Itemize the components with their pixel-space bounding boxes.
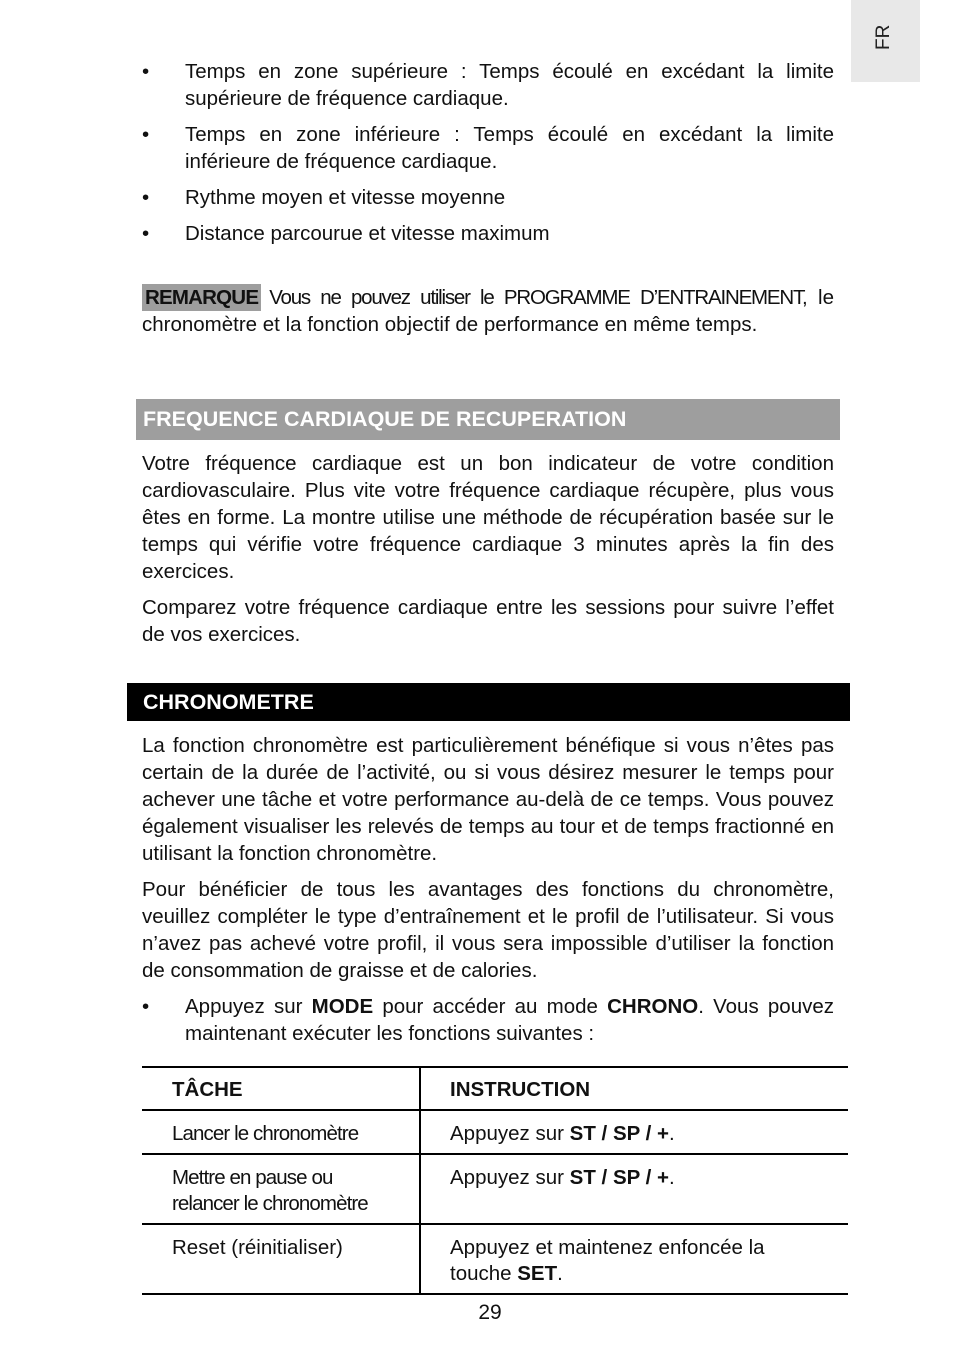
- table-header-row: [142, 1067, 848, 1110]
- text: pour accéder au mode: [373, 995, 608, 1018]
- list-item: • Rythme moyen et vitesse moyenne: [142, 184, 834, 211]
- text: Appuyez et maintenez enfoncée la touche: [450, 1236, 765, 1285]
- task-instruction-table: [142, 1066, 848, 1295]
- task-cell: Lancer le chronomètre: [142, 1110, 420, 1154]
- key-label: SET: [517, 1262, 558, 1285]
- text: .: [668, 1166, 675, 1189]
- text: Appuyez sur: [450, 1122, 570, 1145]
- key-label: ST / SP / +: [569, 1122, 669, 1145]
- mode-chrono: CHRONO: [607, 995, 699, 1018]
- text: .: [557, 1262, 563, 1285]
- table-row: [142, 1224, 848, 1294]
- paragraph: Pour bénéficier de tous les avantages des fonctions du chronomètre, veuillez compléter le type d’entraînement et le profil de l’utilisateur. Si vous n’avez pas achevé votre profil, il vous sera impossible d’utiliser la fonction de consommation de graisse et de calories.: [142, 878, 834, 982]
- column-header-task: TÂCHE: [142, 1067, 420, 1110]
- language-label: FR: [873, 24, 894, 50]
- chrono-section-body: [142, 732, 834, 1056]
- remark-note: [142, 284, 834, 338]
- section-heading-chrono: CHRONOMETRE: [127, 683, 850, 721]
- paragraph: Votre fréquence cardiaque est un bon indicateur de votre condition cardiovasculaire. Plus vite votre fréquence cardiaque récupère, plus vous êtes en forme. La montre utilise une méthode de récupération basée sur le temps qui vérifie votre fréquence cardiaque 3 minutes après la fin des exercices.: [142, 452, 834, 583]
- text: .: [668, 1122, 675, 1145]
- paragraph: La fonction chronomètre est particulièrement bénéfique si vous n’êtes pas certain de la durée de l’activité, ou si vous désirez mesurer le temps pour achever une tâche et votre performance au-delà de ce temps. Vous pouvez également visualiser les relevés de temps au tour et de temps fractionné en utilisant la fonction chronomètre.: [142, 734, 834, 865]
- section-heading-recovery: FREQUENCE CARDIAQUE DE RECUPERATION: [136, 399, 840, 440]
- text: Appuyez sur: [185, 995, 312, 1018]
- text: Appuyez sur: [450, 1166, 570, 1189]
- stats-bullet-list: [142, 58, 834, 256]
- list-item: [142, 993, 834, 1047]
- list-item: • Distance parcourue et vitesse maximum: [142, 220, 834, 247]
- remark-rest: le chronomètre et la fonction objectif de performance en même temps.: [142, 286, 834, 336]
- table-row: [142, 1154, 848, 1224]
- paragraph: Comparez votre fréquence cardiaque entre les sessions pour suivre l’effet de vos exercices.: [142, 596, 834, 646]
- list-item: • Temps en zone supérieure : Temps écoulé en excédant la limite supérieure de fréquence cardiaque.: [142, 58, 834, 112]
- table-row: [142, 1110, 848, 1154]
- instruction-cell: [420, 1110, 848, 1154]
- language-tab: [851, 0, 920, 82]
- task-cell: Reset (réinitialiser): [142, 1224, 420, 1294]
- key-label: ST / SP / +: [569, 1166, 669, 1189]
- task-cell: Mettre en pause ou relancer le chronomètre: [142, 1154, 420, 1224]
- list-item: • Temps en zone inférieure : Temps écoulé en excédant la limite inférieure de fréquence cardiaque.: [142, 121, 834, 175]
- recovery-section-body: [142, 450, 834, 657]
- instruction-cell: [420, 1154, 848, 1224]
- column-header-instruction: INSTRUCTION: [450, 1078, 591, 1101]
- instruction-cell: [420, 1224, 848, 1294]
- remark-badge: REMARQUE: [142, 284, 261, 311]
- remark-first-line: Vous ne pouvez utiliser le PROGRAMME D’ENTRAINEMENT,: [269, 286, 807, 309]
- key-mode: MODE: [311, 995, 374, 1018]
- page-number: 29: [478, 1301, 502, 1324]
- text: . Vous pouvez maintenant exécuter les fonctions suivantes :: [185, 995, 834, 1045]
